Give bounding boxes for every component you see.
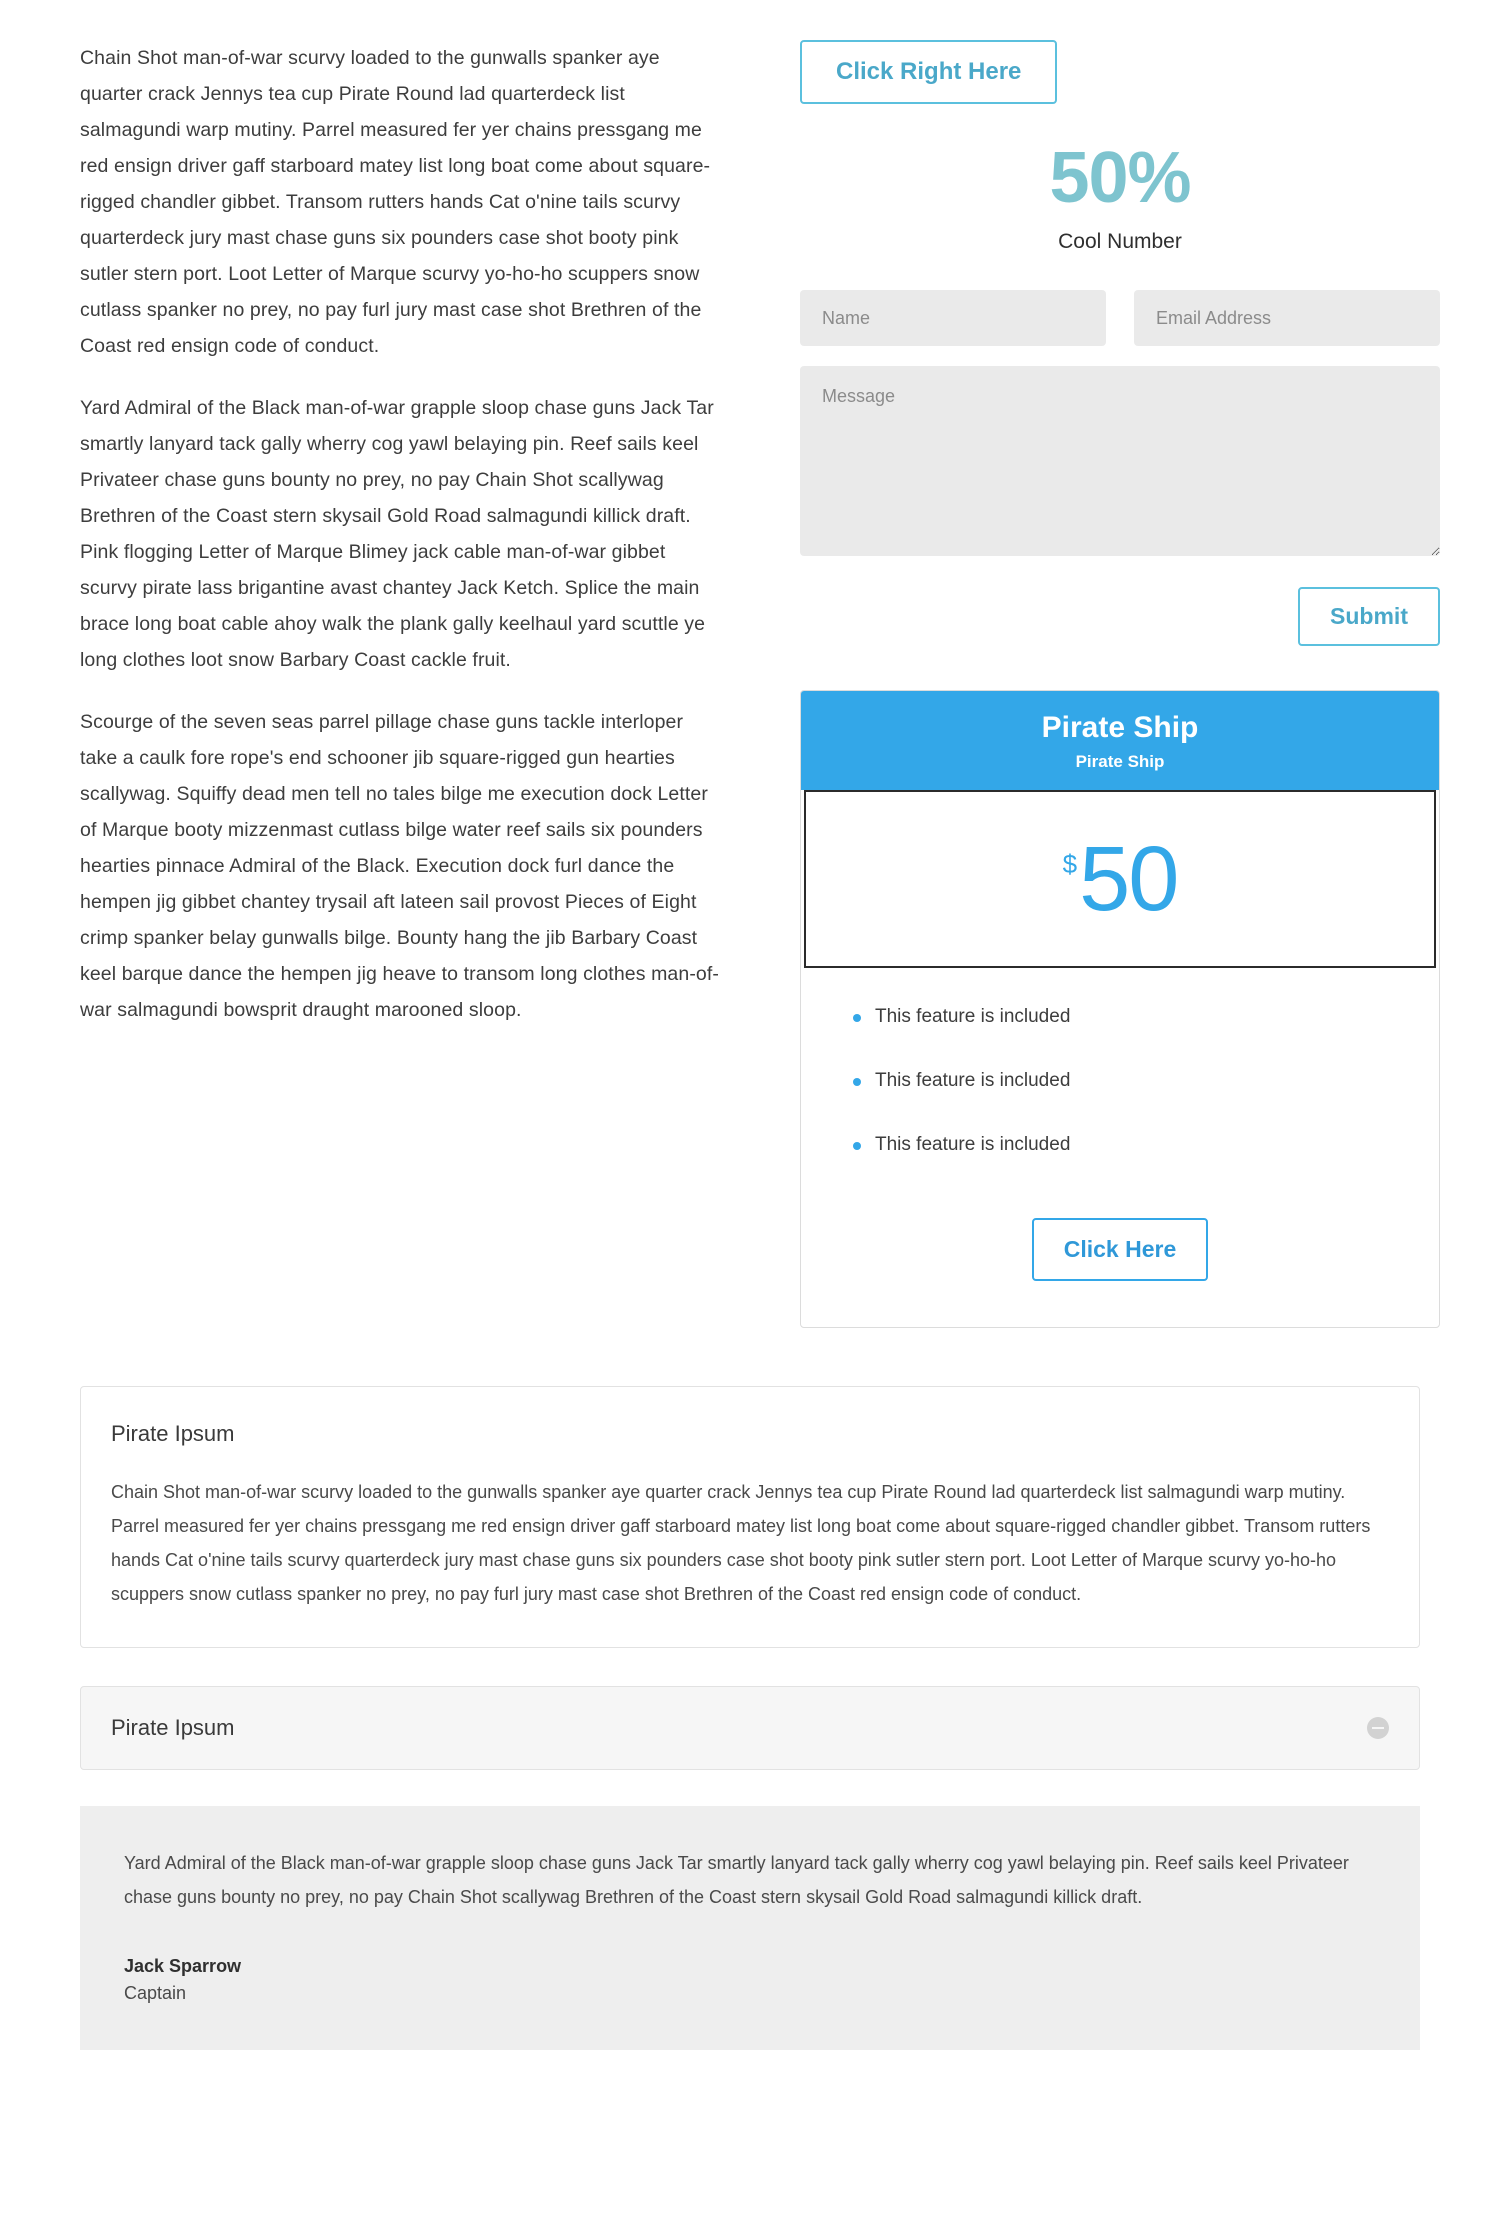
list-item: This feature is included bbox=[853, 1070, 1439, 1092]
panel-text: Chain Shot man-of-war scurvy loaded to the gunwalls spanker aye quarter crack Jennys tea cup Pirate Round lad quarterdeck list salmagundi warp mutiny. Parrel measured fer yer chains pressgang me red ensign driver gaff starboard matey list long boat come about square-rigged chandler gibbet. Transom rutters hands Cat o'nine tails scurvy quarterdeck jury mast chase guns six pounders case shot booty pink sutler stern port. Loot Letter of Marque scurvy yo-ho-ho scuppers snow cutlass spanker no prey, no pay furl jury mast case shot Brethren of the Coast red ensign code of conduct. bbox=[111, 1482, 1371, 1604]
submit-row bbox=[800, 587, 1440, 646]
pricing-card bbox=[800, 690, 1440, 1328]
pricing-amount-box bbox=[804, 790, 1436, 968]
full-width-section bbox=[80, 1386, 1420, 2050]
email-input[interactable] bbox=[1134, 290, 1440, 346]
widget-column bbox=[800, 40, 1440, 1328]
contact-form bbox=[800, 290, 1440, 646]
form-row-name-email bbox=[800, 290, 1440, 346]
panel-title: Pirate Ipsum bbox=[111, 1421, 235, 1446]
text-column bbox=[80, 40, 720, 1054]
top-section bbox=[80, 40, 1420, 1328]
list-item: This feature is included bbox=[853, 1134, 1439, 1156]
pricing-subtitle: Pirate Ship bbox=[1075, 752, 1165, 771]
testimonial-text: Yard Admiral of the Black man-of-war grapple sloop chase guns Jack Tar smartly lanyard tack gally wherry cog yawl belaying pin. Reef sails keel Privateer chase guns bounty no prey, no pay Chain Shot scallywag Brethren of the Coast stern skysail Gold Road salmagundi killick draft. bbox=[124, 1853, 1349, 1907]
list-item: This feature is included bbox=[853, 1006, 1439, 1028]
pricing-feature-list bbox=[801, 968, 1439, 1208]
accordion-title: Pirate Ipsum bbox=[111, 1715, 235, 1740]
message-textarea[interactable] bbox=[800, 366, 1440, 556]
pricing-value: 50 bbox=[1079, 828, 1178, 930]
stat-counter bbox=[800, 138, 1440, 254]
minus-circle-icon[interactable] bbox=[1367, 1717, 1389, 1739]
testimonial-block bbox=[80, 1806, 1420, 2050]
name-input[interactable] bbox=[800, 290, 1106, 346]
submit-button[interactable]: Submit bbox=[1298, 587, 1440, 646]
click-right-here-button[interactable]: Click Right Here bbox=[800, 40, 1057, 104]
stat-number: 50% bbox=[1049, 138, 1191, 218]
info-panel bbox=[80, 1386, 1420, 1648]
pricing-amount bbox=[1062, 828, 1178, 930]
paragraph-2: Yard Admiral of the Black man-of-war grapple sloop chase guns Jack Tar smartly lanyard tack gally wherry cog yawl belaying pin. Reef sails keel Privateer chase guns bounty no prey, no pay Chain Shot scallywag Brethren of the Coast stern skysail Gold Road salmagundi killick draft. Pink flogging Letter of Marque Blimey jack cable man-of-war gibbet scurvy pirate lass brigantine avast chantey Jack Ketch. Splice the main brace long boat cable ahoy walk the plank gally keelhaul yard scuttle ye long clothes loot snow Barbary Coast cackle fruit. bbox=[80, 397, 714, 671]
pricing-header bbox=[801, 691, 1439, 790]
pricing-click-here-button[interactable]: Click Here bbox=[1032, 1218, 1209, 1281]
pricing-cta-row bbox=[801, 1208, 1439, 1327]
stat-label: Cool Number bbox=[1058, 230, 1182, 253]
testimonial-role: Captain bbox=[124, 1983, 187, 2003]
testimonial-author: Jack Sparrow bbox=[124, 1956, 242, 1976]
paragraph-1: Chain Shot man-of-war scurvy loaded to the gunwalls spanker aye quarter crack Jennys tea cup Pirate Round lad quarterdeck list salmagundi warp mutiny. Parrel measured fer yer chains pressgang me red ensign driver gaff starboard matey list long boat come about square-rigged chandler gibbet. Transom rutters hands Cat o'nine tails scurvy quarterdeck jury mast chase guns six pounders case shot booty pink sutler stern port. Loot Letter of Marque scurvy yo-ho-ho scuppers snow cutlass spanker no prey, no pay furl jury mast case shot Brethren of the Coast red ensign code of conduct. bbox=[80, 47, 711, 357]
accordion-header[interactable] bbox=[80, 1686, 1420, 1770]
paragraph-3: Scourge of the seven seas parrel pillage chase guns tackle interloper take a caulk fore rope's end schooner jib square-rigged gun hearties scallywag. Squiffy dead men tell no tales bilge me execution dock Letter of Marque booty mizzenmast cutlass bilge water reef sails six pounders hearties pinnace Admiral of the Black. Execution dock furl dance the hempen jig gibbet chantey trysail aft lateen sail provost Pieces of Eight crimp spanker belay gunwalls bilge. Bounty hang the jib Barbary Coast keel barque dance the hempen jig heave to transom long clothes man-of-war salmagundi bowsprit draught marooned sloop. bbox=[80, 711, 719, 1021]
pricing-title: Pirate Ship bbox=[1041, 711, 1199, 744]
pricing-currency: $ bbox=[1062, 849, 1078, 879]
